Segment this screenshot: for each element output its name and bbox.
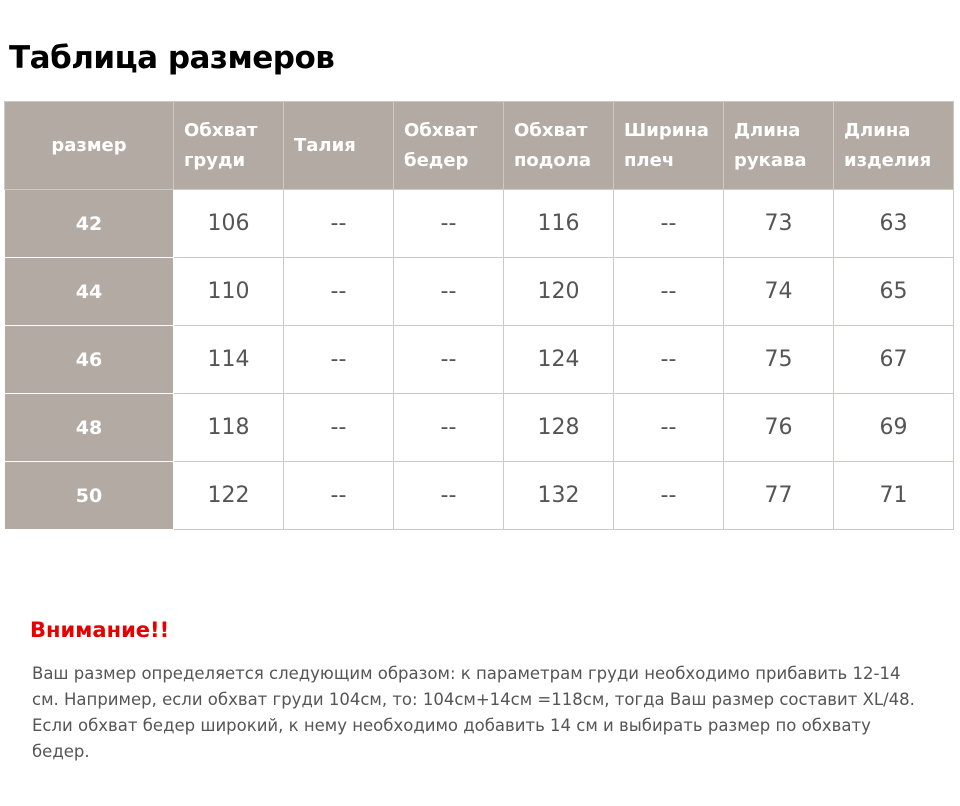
table-row: [5, 190, 954, 258]
table-cell: --: [614, 394, 724, 462]
header-length: Длина изделия: [834, 102, 954, 190]
table-cell: 128: [504, 394, 614, 462]
header-shoulders: Ширина плеч: [614, 102, 724, 190]
table-cell: 114: [174, 326, 284, 394]
table-cell: --: [284, 258, 394, 326]
table-cell: 65: [834, 258, 954, 326]
size-cell: 42: [5, 190, 174, 258]
table-cell: 77: [724, 462, 834, 530]
table-cell: 120: [504, 258, 614, 326]
attention-heading: Внимание!!: [30, 618, 170, 642]
table-cell: --: [284, 326, 394, 394]
table-cell: 76: [724, 394, 834, 462]
table-cell: 132: [504, 462, 614, 530]
table-cell: --: [284, 190, 394, 258]
table-row: [5, 326, 954, 394]
table-cell: 73: [724, 190, 834, 258]
size-table: [4, 101, 954, 530]
table-cell: 71: [834, 462, 954, 530]
page-title: Таблица размеров: [9, 40, 335, 76]
header-size: размер: [5, 102, 174, 190]
table-cell: 122: [174, 462, 284, 530]
table-header-row: [5, 102, 954, 190]
table-cell: 116: [504, 190, 614, 258]
table-cell: --: [394, 326, 504, 394]
table-cell: 110: [174, 258, 284, 326]
header-waist: Талия: [284, 102, 394, 190]
table-cell: 75: [724, 326, 834, 394]
table-cell: --: [394, 258, 504, 326]
header-hem: Обхват подола: [504, 102, 614, 190]
table-cell: 118: [174, 394, 284, 462]
table-cell: --: [394, 190, 504, 258]
header-sleeve: Длина рукава: [724, 102, 834, 190]
table-cell: 63: [834, 190, 954, 258]
table-row: [5, 462, 954, 530]
table-cell: --: [614, 190, 724, 258]
table-cell: --: [284, 394, 394, 462]
table-cell: 124: [504, 326, 614, 394]
table-cell: --: [394, 394, 504, 462]
table-cell: 74: [724, 258, 834, 326]
table-cell: --: [614, 462, 724, 530]
size-cell: 48: [5, 394, 174, 462]
size-cell: 50: [5, 462, 174, 530]
table-cell: --: [284, 462, 394, 530]
table-cell: 67: [834, 326, 954, 394]
table-cell: 69: [834, 394, 954, 462]
table-cell: --: [614, 258, 724, 326]
size-cell: 46: [5, 326, 174, 394]
size-note: Ваш размер определяется следующим образом: к параметрам груди необходимо прибавить 12-14 см. Например, если обхват груди 104см, то: 104см+14см =118см, тогда Ваш размер составит XL/48. Если обхват бедер широкий, к нему необходимо добавить 14 см и выбирать размер по обхвату бедер.: [32, 664, 915, 761]
table-row: [5, 258, 954, 326]
table-cell: --: [614, 326, 724, 394]
header-chest: Обхват груди: [174, 102, 284, 190]
table-row: [5, 394, 954, 462]
table-cell: 106: [174, 190, 284, 258]
table-cell: --: [394, 462, 504, 530]
size-cell: 44: [5, 258, 174, 326]
header-hips: Обхват бедер: [394, 102, 504, 190]
